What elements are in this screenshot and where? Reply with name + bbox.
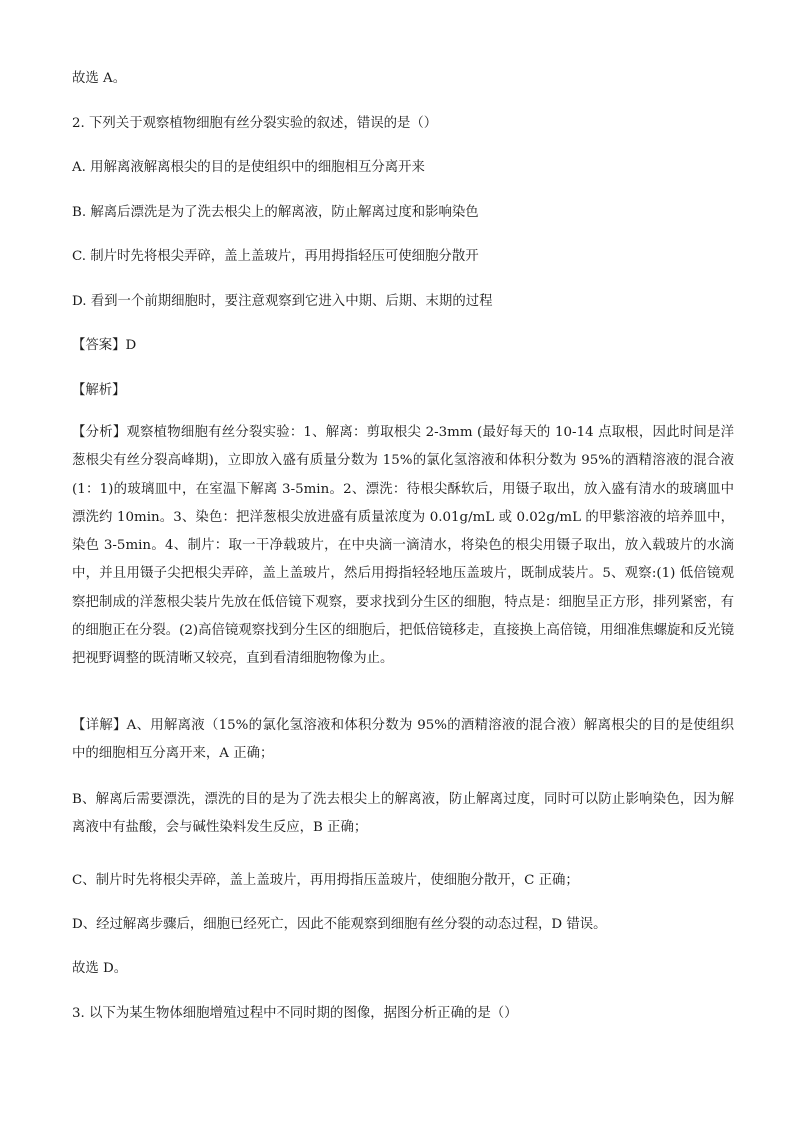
option-b: B. 解离后漂洗是为了洗去根尖上的解离液，防止解离过度和影响染色 [72, 205, 479, 220]
option-d: D. 看到一个前期细胞时，要注意观察到它进入中期、后期、末期的过程 [72, 294, 493, 309]
detail-paragraph-b: B、解离后需要漂洗，漂洗的目的是为了洗去根尖上的解离液，防止解离过度，同时可以防止影响染色，因为解离液中有盐酸，会与碱性染料发生反应，B 正确； [72, 792, 734, 836]
option-c: C. 制片时先将根尖弄碎，盖上盖玻片，再用拇指轻压可使细胞分散开 [72, 249, 479, 264]
detail-line-c: C、制片时先将根尖弄碎，盖上盖玻片，再用拇指压盖玻片，使细胞分散开，C 正确； [72, 873, 579, 888]
question-2-conclusion: 故选 D。 [72, 961, 128, 976]
answer-line: 【答案】D [72, 338, 137, 353]
analysis-paragraph: 【分析】观察植物细胞有丝分裂实验：1、解离：剪取根尖 2-3mm (最好每天的 10-14 点取根，因此时间是洋葱根尖有丝分裂高峰期)，立即放入盛有质量分数为 15%的氯化氢溶液和体积分数为 95%的酒精溶液的混合液(1：1)的玻璃皿中，在室温下解离 3-5min。2、漂洗：待根尖酥软后，用镊子取出，放入盛有清水的玻璃皿中漂洗约 10min。3、染色：把洋葱根尖放进盛有质量浓度为 0.01g/mL 或 0.02g/mL 的甲紫溶液的培养皿中，染色 3-5min。4、制片：取一干净载玻片，在中央滴一滴清水，将染色的根尖用镊子取出，放入载玻片的水滴中，并且用镊子尖把根尖弄碎，盖上盖玻片，然后用拇指轻轻地压盖玻片，既制成装片。5、观察:(1) 低倍镜观察把制成的洋葱根尖装片先放在低倍镜下观察，要求找到分生区的细胞，特点是：细胞呈正方形，排列紧密，有的细胞正在分裂。(2)高倍镜观察找到分生区的细胞后，把低倍镜移走，直接换上高倍镜，用细准焦螺旋和反光镜把视野调整的既清晰又较亮，直到看清细胞物像为止。 [72, 425, 734, 667]
option-a: A. 用解离液解离根尖的目的是使组织中的细胞相互分离开来 [72, 160, 425, 175]
analysis-heading: 【解析】 [72, 383, 126, 398]
detail-line-d: D、经过解离步骤后，细胞已经死亡，因此不能观察到细胞有丝分裂的动态过程，D 错误。 [72, 917, 607, 932]
previous-answer-conclusion: 故选 A。 [72, 71, 127, 86]
question-3-stem: 3. 以下为某生物体细胞增殖过程中不同时期的图像，据图分析正确的是（） [72, 1006, 518, 1021]
question-2-stem: 2. 下列关于观察植物细胞有丝分裂实验的叙述，错误的是（） [72, 116, 438, 131]
detail-paragraph-a: 【详解】A、用解离液（15%的氯化氢溶液和体积分数为 95%的酒精溶液的混合液）解离根尖的目的是使组织中的细胞相互分离开来，A 正确； [72, 718, 734, 762]
